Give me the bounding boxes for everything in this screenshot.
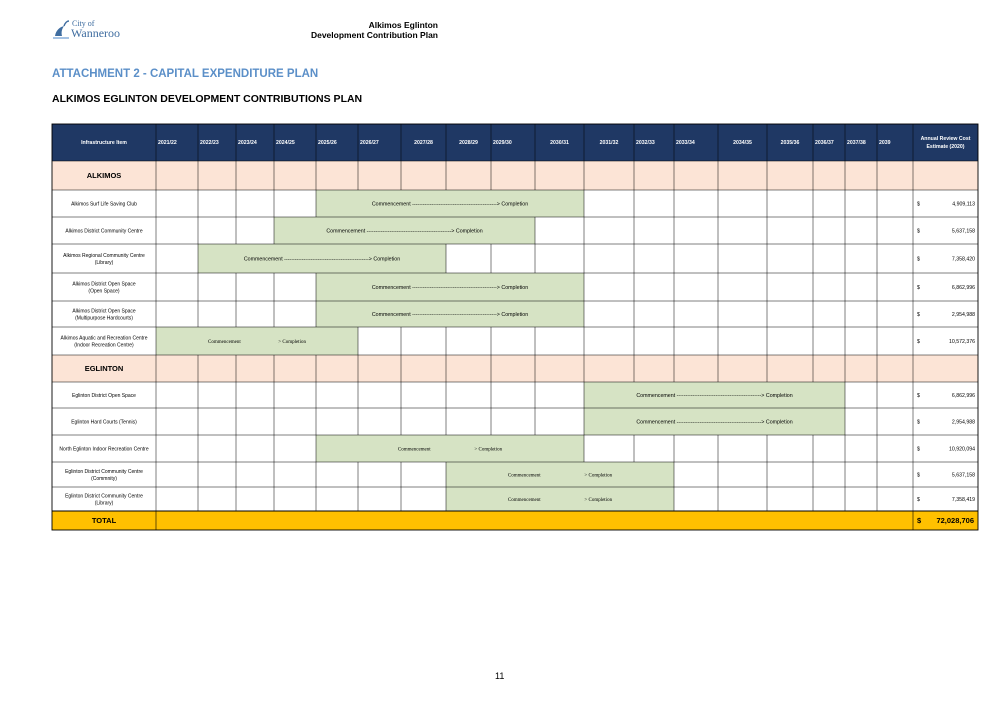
header-year-label: 2025/26 [318, 140, 337, 146]
header-year-label: 2029/30 [493, 140, 512, 146]
cost-currency: $ [917, 228, 920, 235]
item-name-label: (Open Space) [88, 288, 120, 295]
item-name-label: Alkimos District Community Centre [65, 228, 143, 235]
item-name-label: (Multipurpose Hardcourts) [75, 315, 133, 322]
cost-currency: $ [917, 201, 920, 208]
header-year-label: 2023/24 [238, 140, 257, 146]
header-cost-label: Estimate (2020) [926, 144, 965, 150]
cost-value: 6,862,996 [951, 393, 975, 399]
item-name-label: North Eglinton Indoor Recreation Centre [59, 446, 149, 453]
header-year-label: 2026/27 [360, 140, 379, 146]
header-year-label: 2032/33 [636, 140, 655, 146]
item-name-label: (Library) [94, 500, 114, 507]
item-name-label: Alkimos District Open Space [72, 281, 136, 288]
cost-currency: $ [917, 339, 920, 345]
header-year-label: 2022/23 [200, 140, 219, 146]
cost-value: 10,572,376 [949, 339, 975, 345]
cost-currency: $ [917, 393, 920, 399]
cost-currency: $ [917, 285, 920, 291]
cost-value: 5,637,158 [951, 472, 975, 479]
total-row-background [52, 511, 978, 530]
cost-value: 7,358,419 [951, 497, 975, 503]
item-name-label: (Library) [94, 260, 114, 266]
section-row-background [52, 161, 978, 190]
header-cost-label: Annual Review Cost [920, 136, 971, 142]
plan-title: ALKIMOS EGLINTON DEVELOPMENT CONTRIBUTIONS PLAN [52, 93, 363, 105]
cost-value: 4,909,113 [952, 201, 975, 208]
item-name-label: Alkimos Regional Community Centre [63, 253, 145, 259]
page-number: 11 [495, 671, 505, 681]
header-year-label: 2027/28 [414, 140, 433, 146]
header-title-line2: Development Contribution Plan [310, 30, 438, 40]
header-year-label: 2021/22 [158, 140, 177, 146]
cost-currency: $ [917, 419, 920, 426]
attachment-title: ATTACHMENT 2 - CAPITAL EXPENDITURE PLAN [52, 68, 319, 80]
item-name-label: Eglinton District Community Centre [65, 493, 143, 500]
item-name-label: Eglinton District Open Space [72, 393, 136, 399]
header-year-label: 2034/35 [733, 140, 752, 146]
header-year-label: 2024/25 [276, 140, 295, 146]
header-year-label: 2030/31 [550, 140, 569, 146]
timeline-bar-label: Commencement ------------------------------------------------> Completion [371, 285, 529, 291]
item-name-label: (Indoor Recreation Centre) [74, 342, 134, 349]
item-name-label: Eglinton Hard Courts (Tennis) [71, 419, 137, 426]
table-header-background [52, 124, 978, 161]
header-year-label: 2039 [879, 140, 891, 146]
total-value: 72,028,706 [936, 516, 974, 525]
timeline-bar-label: Commencement ------------------------------------------------> Completion [326, 228, 483, 235]
section-label: EGLINTON [84, 364, 124, 373]
logo-text-small: City of [72, 19, 95, 28]
section-row-background [52, 355, 978, 382]
section-label: ALKIMOS [86, 171, 122, 180]
total-label: TOTAL [91, 516, 117, 525]
cost-currency: $ [917, 446, 920, 453]
cost-value: 5,637,158 [951, 228, 975, 235]
header-year-label: 2037/38 [847, 140, 866, 146]
cost-value: 10,920,094 [949, 446, 975, 453]
item-name-label: Alkimos Surf Life Saving Club [71, 201, 137, 208]
timeline-bar-label: Commencement > Completion [208, 340, 306, 345]
logo-text-big: Wanneroo [71, 26, 121, 40]
header-year-label: 2031/32 [599, 140, 619, 146]
timeline-bar-label: Commencement ------------------------------------------------> Completion [243, 256, 401, 263]
item-name-label: Alkimos Aquatic and Recreation Centre [60, 335, 148, 342]
header-year-label: 2028/29 [459, 140, 478, 146]
item-name-label: Eglinton District Community Centre [65, 469, 143, 475]
cost-currency: $ [917, 497, 920, 503]
timeline-bar-label: Commencement ------------------------------------------------> Completion [371, 201, 529, 208]
cost-value: 2,954,988 [951, 419, 975, 426]
header-year-label: 2036/37 [815, 140, 834, 146]
cost-value: 6,862,996 [951, 285, 975, 291]
cost-currency: $ [917, 256, 920, 263]
timeline-bar-label: Commencement > Completion [507, 473, 613, 479]
item-name-label: Alkimos District Open Space [72, 308, 136, 315]
header-title-line1: Alkimos Eglinton [368, 20, 438, 30]
cost-value: 7,358,420 [951, 256, 975, 263]
item-name-label: (Commnity) [91, 476, 117, 482]
header-year-label: 2035/36 [780, 140, 800, 146]
total-currency: $ [917, 516, 922, 525]
cost-currency: $ [917, 472, 920, 479]
cost-value: 2,954,988 [951, 312, 975, 318]
timeline-bar-label: Commencement ------------------------------------------------> Completion [636, 393, 793, 399]
header-item-label: Infrastructure Item [81, 140, 127, 146]
header-year-label: 2033/34 [676, 140, 695, 146]
timeline-bar-label: Commencement ------------------------------------------------> Completion [636, 419, 793, 426]
timeline-bar-label: Commencement > Completion [507, 498, 613, 503]
timeline-bar-label: Commencement ------------------------------------------------> Completion [371, 312, 529, 318]
timeline-bar-label: Commencement > Completion [397, 447, 503, 453]
cost-currency: $ [917, 312, 920, 318]
